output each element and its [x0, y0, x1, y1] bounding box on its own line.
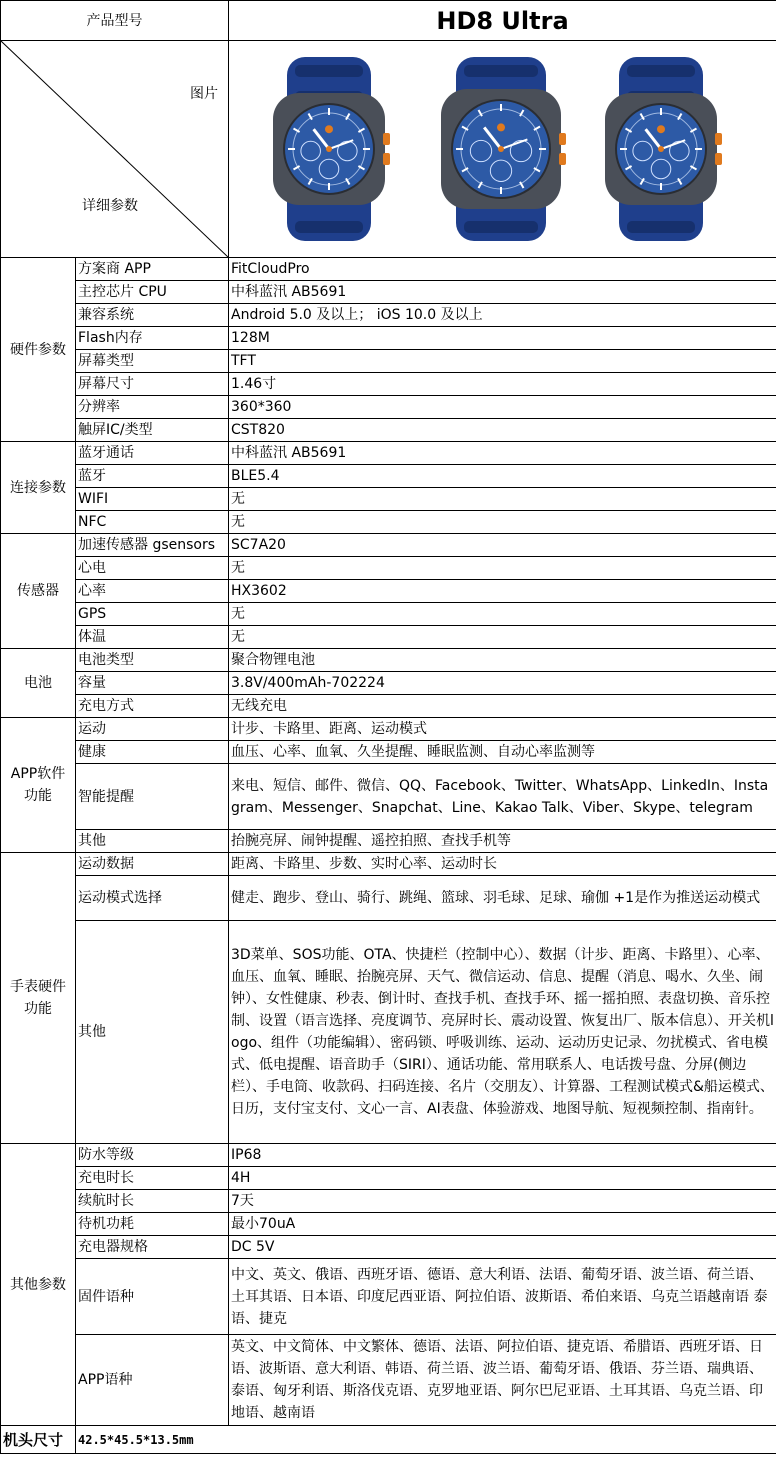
spec-value: 1.46寸	[229, 373, 776, 396]
spec-key: 固件语种	[76, 1259, 229, 1335]
spec-key: 其他	[76, 830, 229, 853]
spec-key: 智能提醒	[76, 764, 229, 830]
spec-value: 无线充电	[229, 695, 776, 718]
picture-label: 图片	[190, 86, 218, 102]
spec-key: 运动数据	[76, 853, 229, 876]
spec-value: BLE5.4	[229, 465, 776, 488]
spec-value: 3.8V/400mAh-702224	[229, 672, 776, 695]
spec-value: 无	[229, 511, 776, 534]
spec-value: IP68	[229, 1144, 776, 1167]
spec-value: CST820	[229, 419, 776, 442]
spec-row	[1, 350, 776, 373]
spec-value: FitCloudPro	[229, 258, 776, 281]
spec-row	[1, 373, 776, 396]
spec-key: 续航时长	[76, 1190, 229, 1213]
spec-key: 其他	[76, 921, 229, 1144]
watch-illustration	[229, 41, 775, 257]
spec-key: 蓝牙	[76, 465, 229, 488]
spec-row	[1, 1335, 776, 1426]
spec-row	[1, 672, 776, 695]
header-row	[1, 1, 776, 41]
section-label: 电池	[1, 649, 76, 718]
spec-value: 最小70uA	[229, 1213, 776, 1236]
spec-key: 方案商 APP	[76, 258, 229, 281]
spec-row	[1, 419, 776, 442]
spec-value: 中科蓝汛 AB5691	[229, 281, 776, 304]
spec-key: 分辨率	[76, 396, 229, 419]
spec-key: 防水等级	[76, 1144, 229, 1167]
spec-value: 距离、卡路里、步数、实时心率、运动时长	[229, 853, 776, 876]
spec-row	[1, 327, 776, 350]
spec-value: 血压、心率、血氧、久坐提醒、睡眠监测、自动心率监测等	[229, 741, 776, 764]
spec-key: 电池类型	[76, 649, 229, 672]
detail-label: 详细参数	[82, 198, 138, 214]
spec-row	[1, 830, 776, 853]
spec-row	[1, 695, 776, 718]
spec-key: 屏幕尺寸	[76, 373, 229, 396]
spec-row	[1, 442, 776, 465]
spec-value: 来电、短信、邮件、微信、QQ、Facebook、Twitter、WhatsApp、LinkedIn、Instagram、Messenger、Snapchat、Line、Kakao Talk、Viber、Skype、telegram	[229, 764, 776, 830]
spec-value: TFT	[229, 350, 776, 373]
spec-row	[1, 764, 776, 830]
spec-row	[1, 718, 776, 741]
spec-value: 英文、中文简体、中文繁体、德语、法语、阿拉伯语、捷克语、希腊语、西班牙语、日语、波斯语、意大利语、韩语、荷兰语、波兰语、葡萄牙语、俄语、芬兰语、瑞典语、泰语、匈牙利语、斯洛伐克语、克罗地亚语、阿尔巴尼亚语、土耳其语、乌克兰语、印地语、越南语	[229, 1335, 776, 1426]
section-label: 其他参数	[1, 1144, 76, 1426]
spec-key: 体温	[76, 626, 229, 649]
spec-row	[1, 741, 776, 764]
spec-row	[1, 603, 776, 626]
spec-value: 抬腕亮屏、闹钟提醒、遥控拍照、查找手机等	[229, 830, 776, 853]
spec-value: 360*360	[229, 396, 776, 419]
spec-key: 蓝牙通话	[76, 442, 229, 465]
section-label: 硬件参数	[1, 258, 76, 442]
spec-row	[1, 1167, 776, 1190]
spec-row	[1, 1259, 776, 1335]
spec-row	[1, 853, 776, 876]
spec-row	[1, 258, 776, 281]
spec-value: 无	[229, 557, 776, 580]
spec-row	[1, 649, 776, 672]
spec-value: 聚合物锂电池	[229, 649, 776, 672]
spec-row	[1, 534, 776, 557]
spec-value: Android 5.0 及以上； iOS 10.0 及以上	[229, 304, 776, 327]
spec-value: HX3602	[229, 580, 776, 603]
spec-value: 7天	[229, 1190, 776, 1213]
spec-key: WIFI	[76, 488, 229, 511]
spec-row	[1, 921, 776, 1144]
section-label: 连接参数	[1, 442, 76, 534]
spec-value: 中科蓝汛 AB5691	[229, 442, 776, 465]
footer-row	[1, 1426, 776, 1454]
spec-row	[1, 1236, 776, 1259]
size-value: 42.5*45.5*13.5mm	[76, 1426, 776, 1454]
spec-row	[1, 465, 776, 488]
spec-value: DC 5V	[229, 1236, 776, 1259]
spec-value: 128M	[229, 327, 776, 350]
spec-key: 主控芯片 CPU	[76, 281, 229, 304]
spec-row	[1, 1144, 776, 1167]
spec-row	[1, 557, 776, 580]
spec-value: 中文、英文、俄语、西班牙语、德语、意大利语、法语、葡萄牙语、波兰语、荷兰语、土耳其语、日本语、印度尼西亚语、阿拉伯语、波斯语、希伯来语、乌克兰语越南语 泰语、捷克	[229, 1259, 776, 1335]
spec-key: 充电器规格	[76, 1236, 229, 1259]
spec-key: 充电时长	[76, 1167, 229, 1190]
spec-row	[1, 511, 776, 534]
spec-key: 待机功耗	[76, 1213, 229, 1236]
spec-key: 运动	[76, 718, 229, 741]
spec-row	[1, 626, 776, 649]
product-image	[229, 41, 776, 257]
diagonal-header-cell	[1, 41, 229, 258]
spec-row	[1, 1190, 776, 1213]
spec-key: 充电方式	[76, 695, 229, 718]
size-label: 机头尺寸	[1, 1426, 76, 1454]
spec-key: 心电	[76, 557, 229, 580]
spec-row	[1, 876, 776, 921]
spec-key: 心率	[76, 580, 229, 603]
section-label: 手表硬件 功能	[1, 853, 76, 1144]
spec-key: 兼容系统	[76, 304, 229, 327]
spec-row	[1, 1213, 776, 1236]
spec-row	[1, 304, 776, 327]
diagonal-line	[1, 41, 229, 258]
spec-row	[1, 580, 776, 603]
model-label: 产品型号	[1, 1, 229, 41]
product-image-cell	[229, 41, 776, 258]
spec-key: 健康	[76, 741, 229, 764]
model-title: HD8 Ultra	[229, 1, 776, 41]
spec-value: SC7A20	[229, 534, 776, 557]
spec-value: 4H	[229, 1167, 776, 1190]
spec-key: Flash内存	[76, 327, 229, 350]
spec-row	[1, 281, 776, 304]
spec-key: GPS	[76, 603, 229, 626]
spec-key: APP语种	[76, 1335, 229, 1426]
spec-key: 容量	[76, 672, 229, 695]
spec-value: 无	[229, 626, 776, 649]
spec-value: 计步、卡路里、距离、运动模式	[229, 718, 776, 741]
spec-key: 触屏IC/类型	[76, 419, 229, 442]
spec-value: 3D菜单、SOS功能、OTA、快捷栏（控制中心）、数据（计步、距离、卡路里）、心率、血压、血氧、睡眠、抬腕亮屏、天气、微信运动、信息、提醒（消息、喝水、久坐、闹钟）、女性健康、秒表、倒计时、查找手机、查找手环、摇一摇拍照、表盘切换、音乐控制、设置（语言选择、亮度调节、亮屏时长、震动设置、恢复出厂、版本信息）、开关机logo、组件（功能编辑）、密码锁、呼吸训练、运动、运动历史记录、勿扰模式、省电模式、低电提醒、语音助手（SIRI）、通话功能、常用联系人、电话拨号盘、分屏(侧边栏）、手电筒、收款码、扫码连接、名片（交朋友）、计算器、工程测试模式&船运模式、日历，支付宝支付、文心一言、AI表盘、体验游戏、地图导航、短视频控制、指南针。	[229, 921, 776, 1144]
spec-key: NFC	[76, 511, 229, 534]
spec-row	[1, 488, 776, 511]
spec-value: 无	[229, 488, 776, 511]
section-label: APP软件 功能	[1, 718, 76, 853]
spec-value: 健走、跑步、登山、骑行、跳绳、篮球、羽毛球、足球、瑜伽 +1是作为推送运动模式	[229, 876, 776, 921]
spec-value: 无	[229, 603, 776, 626]
spec-key: 加速传感器 gsensors	[76, 534, 229, 557]
section-label: 传感器	[1, 534, 76, 649]
spec-row	[1, 396, 776, 419]
spec-key: 运动模式选择	[76, 876, 229, 921]
image-row	[1, 41, 776, 258]
spec-key: 屏幕类型	[76, 350, 229, 373]
